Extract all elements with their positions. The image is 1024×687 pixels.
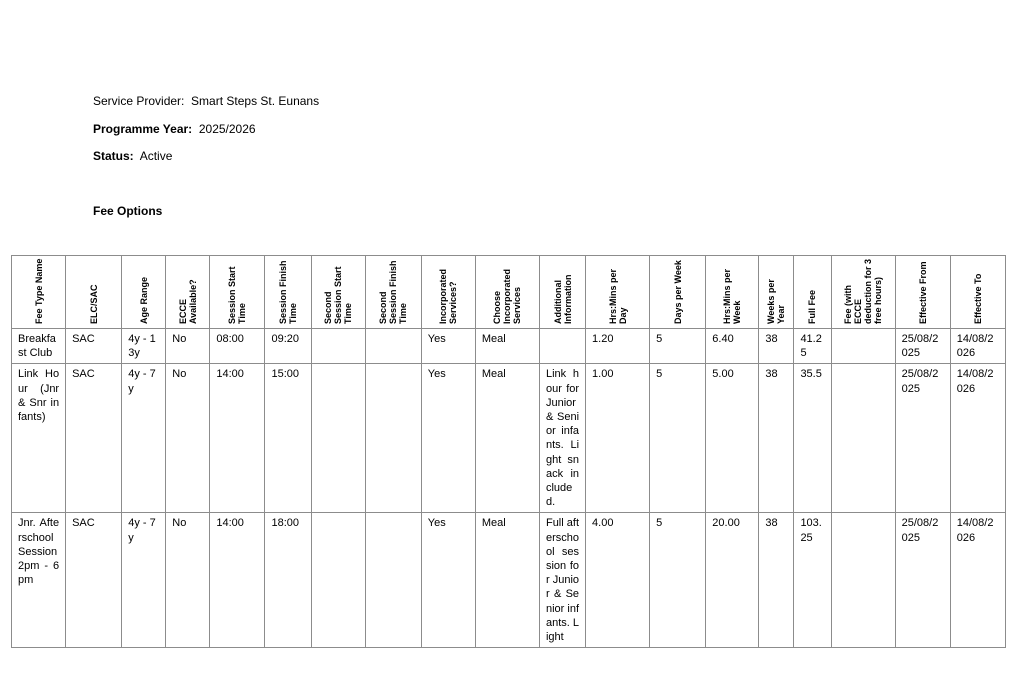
column-header <box>706 256 759 329</box>
table-cell: 4y - 7y <box>122 513 166 648</box>
table-cell: Meal <box>475 329 539 364</box>
table-cell: SAC <box>66 364 122 513</box>
table-cell: 103.25 <box>794 513 831 648</box>
column-header <box>122 256 166 329</box>
table-cell: Yes <box>421 513 475 648</box>
table-cell: 5.00 <box>706 364 759 513</box>
table-cell: No <box>166 364 210 513</box>
table-cell: 38 <box>759 513 794 648</box>
column-header-label: ELC/SAC <box>88 284 99 324</box>
column-header <box>586 256 650 329</box>
table-cell: 25/08/2025 <box>895 513 950 648</box>
fee-options-table <box>11 255 1006 648</box>
column-header-label: Additional Information <box>552 274 573 324</box>
table-cell: SAC <box>66 513 122 648</box>
column-header <box>650 256 706 329</box>
column-header <box>66 256 122 329</box>
column-header <box>475 256 539 329</box>
service-provider-line <box>93 94 319 108</box>
column-header <box>950 256 1005 329</box>
table-header-row <box>12 256 1006 329</box>
column-header-label: Second Session Start Time <box>323 266 354 324</box>
table-cell: Breakfast Club <box>12 329 66 364</box>
column-header-label: Session Finish Time <box>278 260 298 324</box>
table-cell: 14:00 <box>210 364 265 513</box>
table-cell: Meal <box>475 513 539 648</box>
table-cell <box>539 329 585 364</box>
table-cell <box>365 513 421 648</box>
table-cell: 25/08/2025 <box>895 364 950 513</box>
column-header-label: Effective From <box>917 261 928 324</box>
table-cell <box>365 364 421 513</box>
column-header-label: ECCE Available? <box>177 279 198 324</box>
table-cell: Yes <box>421 329 475 364</box>
table-cell <box>311 329 365 364</box>
table-cell: Jnr. Afterschool Session 2pm - 6pm <box>12 513 66 648</box>
table-cell: Yes <box>421 364 475 513</box>
column-header-label: Age Range <box>138 276 149 324</box>
column-header-label: Hrs:Mins per Day <box>607 268 628 324</box>
table-cell: 14/08/2026 <box>950 329 1005 364</box>
programme-year-label: Programme Year: <box>93 122 193 136</box>
table-cell: 1.20 <box>586 329 650 364</box>
status-label: Status: <box>93 149 134 163</box>
column-header <box>794 256 831 329</box>
table-cell <box>831 329 895 364</box>
table-cell: 1.00 <box>586 364 650 513</box>
column-header <box>365 256 421 329</box>
column-header-label: Fee (with ECCE deduction for 3 free hours) <box>843 259 884 324</box>
table-cell: No <box>166 513 210 648</box>
table-cell: SAC <box>66 329 122 364</box>
table-cell: 15:00 <box>265 364 311 513</box>
table-cell: 5 <box>650 513 706 648</box>
column-header <box>166 256 210 329</box>
table-cell: Meal <box>475 364 539 513</box>
column-header-label: Weeks per Year <box>766 279 787 324</box>
table-cell: 14:00 <box>210 513 265 648</box>
table-cell: 25/08/2025 <box>895 329 950 364</box>
column-header <box>539 256 585 329</box>
table-cell: 38 <box>759 329 794 364</box>
column-header-label: Days per Week <box>672 260 683 324</box>
column-header <box>421 256 475 329</box>
service-provider-value: Smart Steps St. Eunans <box>191 94 320 108</box>
table-cell: No <box>166 329 210 364</box>
status-line <box>93 149 172 163</box>
service-provider-label: Service Provider: <box>93 94 185 108</box>
column-header-label: Second Session Finish Time <box>378 260 409 324</box>
column-header-label: Incorporated Services? <box>438 268 459 324</box>
table-cell: 38 <box>759 364 794 513</box>
table-cell <box>831 364 895 513</box>
table-row <box>12 513 1006 648</box>
column-header <box>12 256 66 329</box>
table-cell: 4.00 <box>586 513 650 648</box>
table-cell: 35.5 <box>794 364 831 513</box>
column-header-label: Effective To <box>972 273 983 324</box>
table-cell: 6.40 <box>706 329 759 364</box>
column-header-label: Hrs:Mins per Week <box>722 268 743 324</box>
table-cell <box>365 329 421 364</box>
table-cell: 14/08/2026 <box>950 513 1005 648</box>
table-cell: Link Hour (Jnr & Snr infants) <box>12 364 66 513</box>
table-cell: 14/08/2026 <box>950 364 1005 513</box>
table-row <box>12 329 1006 364</box>
column-header <box>895 256 950 329</box>
table-row <box>12 364 1006 513</box>
programme-year-line <box>93 122 256 136</box>
column-header-label: Fee Type Name <box>33 258 44 324</box>
table-cell: 4y - 13y <box>122 329 166 364</box>
column-header <box>265 256 311 329</box>
column-header <box>831 256 895 329</box>
column-header <box>210 256 265 329</box>
column-header-label: Choose Incorporated Services <box>492 268 523 324</box>
table-cell: 08:00 <box>210 329 265 364</box>
status-value: Active <box>139 149 173 163</box>
table-cell <box>311 364 365 513</box>
table-cell: 18:00 <box>265 513 311 648</box>
table-cell: Full afterschool session for Junior & Senior infants. Light <box>539 513 585 648</box>
table-cell: 4y - 7y <box>122 364 166 513</box>
column-header <box>311 256 365 329</box>
table-cell <box>831 513 895 648</box>
table-cell: 5 <box>650 364 706 513</box>
table-cell: 09:20 <box>265 329 311 364</box>
column-header-label: Session Start Time <box>227 266 248 324</box>
column-header <box>759 256 794 329</box>
column-header-label: Full Fee <box>807 289 818 324</box>
table-cell: 5 <box>650 329 706 364</box>
section-title: Fee Options <box>93 204 163 218</box>
table-cell: 20.00 <box>706 513 759 648</box>
programme-year-value: 2025/2026 <box>198 122 256 136</box>
table-cell: 41.25 <box>794 329 831 364</box>
table-cell: Link hour for Junior & Senior infants. Light snack included. <box>539 364 585 513</box>
table-cell <box>311 513 365 648</box>
